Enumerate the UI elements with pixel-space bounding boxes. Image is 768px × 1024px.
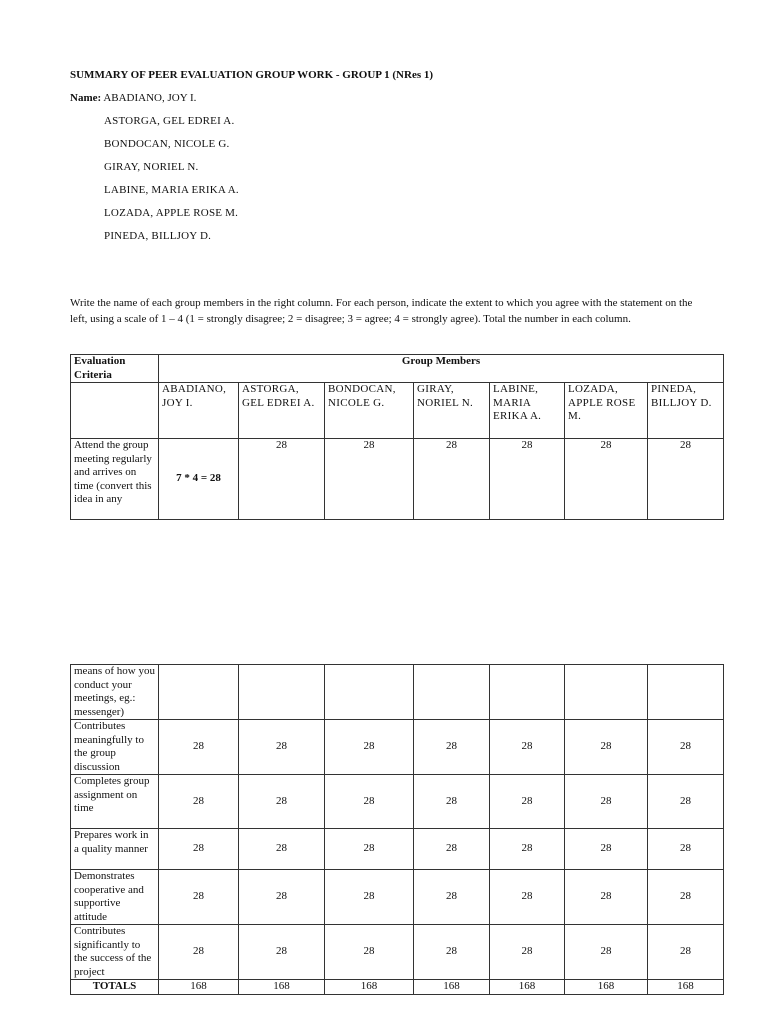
score-cell: 28: [239, 720, 325, 775]
score-cell: 28: [239, 439, 325, 520]
score-cell: 28: [159, 720, 239, 775]
group-members-header: Group Members: [159, 355, 724, 383]
empty-cell: [490, 665, 565, 720]
score-cell: 28: [490, 925, 565, 980]
score-cell: 28: [565, 870, 648, 925]
table-row: [71, 775, 724, 829]
score-cell: 28: [490, 439, 565, 520]
score-cell: 28: [565, 925, 648, 980]
member-name: LOZADA, APPLE ROSE M.: [104, 207, 239, 219]
score-cell: 28: [648, 829, 724, 870]
score-cell: 28: [325, 870, 414, 925]
score-cell: 28: [414, 775, 490, 829]
table-row: [71, 720, 724, 775]
member-column-header: LABINE, MARIA ERIKA A.: [490, 383, 565, 439]
empty-cell: [159, 665, 239, 720]
criterion-cell: Demonstrates cooperative and supportive attitude: [71, 870, 159, 925]
score-cell: 28: [490, 775, 565, 829]
score-cell: 28: [325, 925, 414, 980]
member-name: LABINE, MARIA ERIKA A.: [104, 184, 239, 196]
criterion-cell: Attend the group meeting regularly and arrives on time (convert this idea in any: [71, 439, 159, 520]
score-cell: 28: [490, 829, 565, 870]
score-cell: 28: [565, 720, 648, 775]
score-cell: 28: [159, 775, 239, 829]
score-cell: 28: [159, 870, 239, 925]
score-cell: 28: [648, 870, 724, 925]
table-row: [71, 870, 724, 925]
total-cell: 168: [159, 980, 239, 995]
score-cell: 28: [565, 829, 648, 870]
score-cell: 28: [648, 925, 724, 980]
member-name: GIRAY, NORIEL N.: [104, 161, 199, 173]
criterion-cell: means of how you conduct your meetings, eg.: messenger): [71, 665, 159, 720]
score-cell: 28: [565, 775, 648, 829]
member-name: ASTORGA, GEL EDREI A.: [104, 115, 235, 127]
member-column-header: PINEDA, BILLJOY D.: [648, 383, 724, 439]
member-name: BONDOCAN, NICOLE G.: [104, 138, 230, 150]
score-cell: 28: [325, 720, 414, 775]
name-line: [70, 92, 196, 104]
empty-cell: [325, 665, 414, 720]
score-cell: 28: [648, 439, 724, 520]
member-name: ABADIANO, JOY I.: [103, 92, 197, 104]
criterion-cell: Contributes meaningfully to the group discussion: [71, 720, 159, 775]
score-cell: 28: [490, 720, 565, 775]
member-name: PINEDA, BILLJOY D.: [104, 230, 212, 242]
member-column-header: BONDOCAN, NICOLE G.: [325, 383, 414, 439]
criterion-cell: Prepares work in a quality manner: [71, 829, 159, 870]
empty-cell: [239, 665, 325, 720]
table-row: [71, 829, 724, 870]
empty-cell: [71, 383, 159, 439]
criteria-header: Evaluation Criteria: [71, 355, 159, 383]
evaluation-table-top: [70, 354, 724, 520]
score-cell: 28: [414, 925, 490, 980]
formula-cell: 7 * 4 = 28: [159, 439, 239, 520]
score-cell: 28: [490, 870, 565, 925]
empty-cell: [565, 665, 648, 720]
score-cell: 28: [648, 775, 724, 829]
member-column-header: ABADIANO, JOY I.: [159, 383, 239, 439]
totals-row: [71, 980, 724, 995]
score-cell: 28: [239, 870, 325, 925]
total-cell: 168: [490, 980, 565, 995]
score-cell: 28: [325, 775, 414, 829]
table-row: [71, 925, 724, 980]
score-cell: 28: [239, 829, 325, 870]
score-cell: 28: [648, 720, 724, 775]
member-column-header: GIRAY, NORIEL N.: [414, 383, 490, 439]
score-cell: 28: [325, 439, 414, 520]
evaluation-table-bottom: [70, 664, 724, 995]
score-cell: 28: [239, 925, 325, 980]
total-cell: 168: [565, 980, 648, 995]
total-cell: 168: [648, 980, 724, 995]
score-cell: 28: [414, 720, 490, 775]
score-cell: 28: [414, 439, 490, 520]
total-cell: 168: [239, 980, 325, 995]
empty-cell: [648, 665, 724, 720]
score-cell: 28: [414, 829, 490, 870]
score-cell: 28: [159, 829, 239, 870]
score-cell: 28: [414, 870, 490, 925]
score-cell: 28: [239, 775, 325, 829]
total-cell: 168: [325, 980, 414, 995]
member-column-header: ASTORGA, GEL EDREI A.: [239, 383, 325, 439]
total-cell: 168: [414, 980, 490, 995]
score-cell: 28: [325, 829, 414, 870]
document-title: SUMMARY OF PEER EVALUATION GROUP WORK - GROUP 1 (NRes 1): [70, 69, 434, 81]
criterion-cell: Contributes significantly to the success of the project: [71, 925, 159, 980]
criterion-cell: Completes group assignment on time: [71, 775, 159, 829]
instructions: Write the name of each group members in the right column. For each person, indicate the extent to which you agree with the statement on the left, using a scale of 1 – 4 (1 = strongly disagree; 2 = disagree; 3 = agree; 4 = strongly agree). Total the number in each column.: [70, 297, 693, 325]
totals-label: TOTALS: [71, 980, 159, 995]
name-label: Name:: [70, 92, 102, 104]
score-cell: 28: [159, 925, 239, 980]
score-cell: 28: [565, 439, 648, 520]
empty-cell: [414, 665, 490, 720]
member-column-header: LOZADA, APPLE ROSE M.: [565, 383, 648, 439]
